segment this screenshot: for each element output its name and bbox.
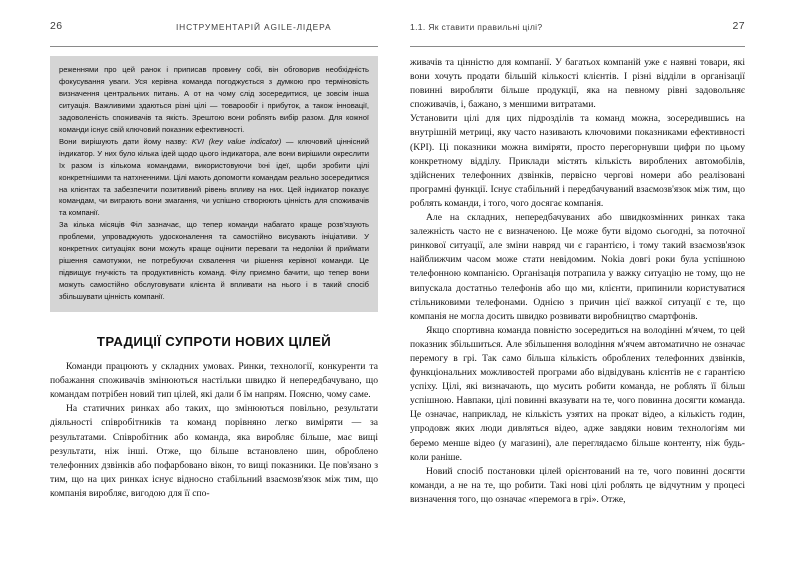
right-paragraph-4: Якщо спортивна команда повністю зосередиться на володінні м'ячем, то цей показник збільшиться. Але збільшення володіння м'ячем автоматично не означає перемогу в грі. Так само більша кількість оброблених телефонних дзвінків, функціональних можливостей програми або відвідувань клієнтів не є гарантією успіху. Цілі, які визначають, що мусить робити команда, не роблять її більш успішною. Навпаки, цілі повинні вказувати на те, чого повинна досягти команда. Це означає, наприклад, не кількість узятих на прокат відео, а кількість годин, упродовж яких люди дивляться відео, адже завдяки новим технологіям ми беремо менше відео (у магазині), але переглядаємо більше контенту, ніж будь-коли раніше. bbox=[410, 324, 745, 463]
left-paragraph-2: На статичних ринках або таких, що змінюються повільно, результати діяльності співробітників та команд порівняно легко виміряти — за результатами. Співробітник або команда, яка виробляє більше, має вищі результати, ніж інші. Отже, що більше встановлено шин, оброблено телефонних дзвінків або пофарбовано вікон, то вищі показники. Це пов'язано з тим, що на цих ринках існує відносно стабільний взаємозв'язок між тим, що компанія виробляє, вигодою для її спо- bbox=[50, 403, 378, 499]
callout-paragraph-2-pre: Вони вирішують дати йому назву: bbox=[59, 136, 192, 146]
right-page-number: 27 bbox=[732, 20, 745, 32]
left-running-head bbox=[50, 20, 378, 47]
callout-paragraph-2-post: — ключовий ціннісний індикатор. У них було кілька ідей щодо цього індикатора, але вони вирішили окреслити їх разом із кількома командами, використовуючи їхні ідеї, щоби зробити цілі конкретнішими та натхненними. Цілі мають допомогти командам реально зосередитися на клієнтах та забезпечити позитивний рівень впливу на них. Цей індикатор показує командам, чи виграють вони змагання, чи успішно створюють цінність для споживачів та компанії. bbox=[59, 136, 369, 218]
left-paragraph-1: Команди працюють у складних умовах. Ринки, технології, конкуренти та побажання споживачів змінюються настільки швидко й непередбачувано, що командам потрібен новий тип цілей, які дали б їм напрям. Поясню, чому саме. bbox=[50, 361, 378, 401]
right-body-text bbox=[410, 56, 745, 507]
left-body-text bbox=[50, 360, 378, 501]
right-paragraph-1: живачів та цінністю для компанії. У багатьох компаній уже є наявні товари, які вони хочуть продати більшій кількості клієнтів. І різні відділи в організації повинні виробляти більше продукції, яка на певному рівні задовольняє споживачів, і, бажано, з меншими витратами. bbox=[410, 57, 745, 111]
right-paragraph-2: Установити цілі для цих підрозділів та команд можна, зосередившись на внутрішній метриці, яку часто називають ключовими показниками ефективності (KPI). Ці показники можна виміряти, просто перегорнувши цифри по цьому конкретному відділу. Приклади містять кількість вироблених автомобілів, здійснених телефонних дзвінків, первісно чергові номери або реалізовані програмні функції. Існує стабільний і передбачуваний взаємозв'язок між тим, що роблять команди, і того, чого досягає компанія. bbox=[410, 113, 745, 209]
left-page-number: 26 bbox=[50, 20, 63, 32]
grey-callout-box bbox=[50, 56, 378, 312]
section-heading: ТРАДИЦІЇ СУПРОТИ НОВИХ ЦІЛЕЙ bbox=[96, 334, 332, 350]
right-paragraph-3: Але на складних, непередбачуваних або швидкозмінних ринках така залежність часто не є визначеною. Це може бути відомо сьогодні, за поточної ринкової ситуації, але зміни навряд чи є гарантією, і тому такий взаємозв'язок найближчим часом може стати невідомим. Nokia довгі роки була успішною телефонною компанією. Організація потрапила у важку ситуацію не тому, що не випускала достатньо телефонів або що ми, клієнти, припинили користуватися стільниковими телефонами. Однією з причин цієї важкої ситуації є те, що компанія не могла досить швидко розвивати виробництво смартфонів. bbox=[410, 212, 745, 322]
left-running-title: ІНСТРУМЕНТАРІЙ AGILE-ЛІДЕРА bbox=[176, 22, 332, 32]
right-running-head bbox=[410, 20, 745, 47]
right-page bbox=[400, 0, 800, 570]
right-paragraph-5: Новий спосіб постановки цілей орієнтований на те, чого повинні досягти команди, а не на те, що робити. Такі нові цілі роблять це відчутним у процесі визначення того, що означає «перемога в грі». Отже, bbox=[410, 465, 745, 505]
right-running-title: 1.1. Як ставити правильні цілі? bbox=[410, 22, 543, 32]
callout-paragraph-1: реженнями про цей ранок і приписав провину собі, він обговорив необхідність фокусування уваги. Уся керівна команда погоджується з думкою про терміновість визначення центральних питань. А от на чому слід зосередитися, це зовсім інша ситуація. Важливими здаються різні цілі — товарообіг і прибуток, а також інновації, задоволеність споживачів та якість. Зрештою вони роблять вибір разом. Для кожної команди існує свій ключовий показник ефективності. bbox=[59, 65, 369, 134]
callout-paragraph-2 bbox=[59, 136, 369, 220]
callout-kvi-term: KVI (key value indicator) bbox=[191, 136, 282, 146]
callout-paragraph-3: За кілька місяців Філ зазначає, що тепер команди набагато краще розв'язують проблеми, упроваджують удосконалення та самостійно висувають ініціативи. У конкретних ситуаціях вони можуть краще оцінити переваги та недоліки й приймати рішення самотужки, не потребуючи схвалення чи рішення керівної команди. Це підвищує гнучкість та продуктивність команд. Філу приємно бачити, що тепер вони можуть самостійно обслуговувати клієнта й впливати на нього і в такий спосіб збільшувати цінність компанії. bbox=[59, 220, 369, 302]
